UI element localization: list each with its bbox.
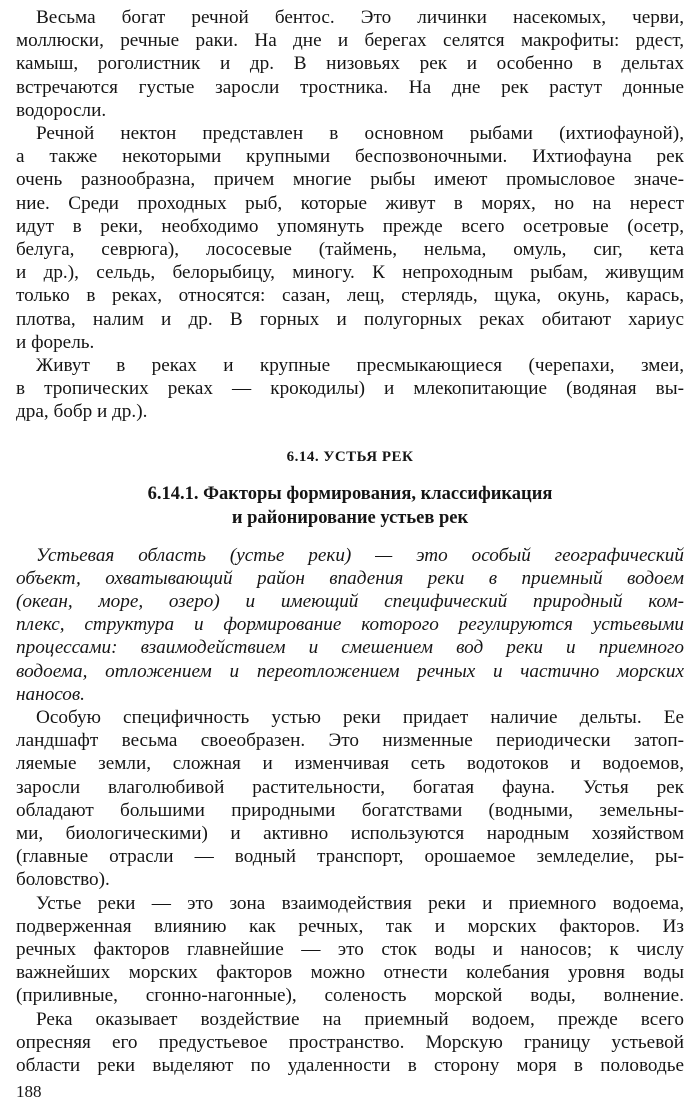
text-line: подверженная влиянию как речных, так и морских факторов. Из [16,915,684,937]
text-line: камыш, роголистник и др. В низовьях рек и особенно в дельтах [16,53,684,75]
text-line: ми, биологическими) и активно используются народным хозяйством [16,823,684,844]
text-line: а также некоторыми крупными беспозвоночными. Ихтиофауна рек [16,146,684,168]
text-line: ландшафт весьма своеобразен. Это низменные периодически затоп- [16,730,684,752]
definition-line: процессами: взаимодействием и смешением вод реки и приемного [16,637,684,659]
text-line: и форель. [16,331,95,353]
text-line: заросли влаголюбивой растительности, богатая фауна. Устья рек [16,776,684,798]
text-line: (главные отрасли — водный транспорт, орошаемое земледелие, ры- [16,846,684,868]
definition-line: объект, охватывающий район впадения реки в приемный водоем [16,567,684,589]
text-line: важнейших морских факторов можно отнести колебания уровня воды [16,962,684,984]
text-line: плотва, налим и др. В горных и полугорных реках обитают хариус [16,308,684,330]
text-line: встречаются густые заросли тростника. На дне рек растут донные [16,76,684,98]
subsection-title: 6.14.1. Факторы формирования, классификация [147,483,553,504]
definition-line: водоема, отложением и переотложением речных и частично морских [16,660,684,682]
text-line: очень разнообразна, причем многие рыбы имеют промысловое значе- [16,169,684,191]
text-line: в тропических реках — крокодилы) и млекопитающие (водяная вы- [16,378,684,400]
text-line: обладают большими природными богатствами (водными, земельны- [16,799,684,821]
text-line: Особую специфичность устью реки придает наличие дельты. Ее [36,707,684,728]
text-line: (приливные, сгонно-нагонные), соленость морской воды, волнение. [16,985,684,1007]
text-line: речных факторов главнейшие — это сток воды и наносов; к числу [16,939,684,960]
text-line: Живут в реках и крупные пресмыкающиеся (черепахи, змеи, [36,355,684,376]
text-line: только в реках, относятся: сазан, лещ, стерлядь, щука, окунь, карась, [16,285,684,307]
definition-line: наносов. [16,683,85,705]
text-line: опресняя его предустьевое пространство. Морскую границу устьевой [16,1031,684,1053]
text-line: ние. Среди проходных рыб, которые живут в морях, но на нерест [16,192,684,214]
text-line: идут в реки, необходимо упомянуть прежде всего осетровые (осетр, [16,215,684,237]
definition-line: Устьевая область (устье реки) — это особый географический [36,544,684,566]
text-line: водоросли. [16,99,107,121]
text-line: Устье реки — это зона взаимодействия реки и приемного водоема, [36,892,684,914]
definition-line: плекс, структура и формирование которого регулируются устьевыми [16,614,684,636]
text-line: ляемые земли, сложная и изменчивая сеть водотоков и водоемов, [16,753,684,775]
text-line: дра, бобр и др.). [16,401,148,423]
text-line: боловство). [16,869,110,891]
page-number: 188 [16,1082,42,1102]
definition-line: (океан, море, озеро) и имеющий специфический природный ком- [16,591,684,612]
text-line: Весьма богат речной бентос. Это личинки насекомых, черви, [36,7,684,28]
text-line: и др.), сельдь, белорыбицу, миногу. К непроходным рыбам, живущим [16,262,684,284]
text-line: моллюски, речные раки. На дне и берегах селятся макрофиты: рдест, [16,30,684,52]
text-line: Речной нектон представлен в основном рыбами (ихтиофауной), [36,123,684,144]
text-line: белуга, севрюга), лососевые (таймень, нельма, омуль, сиг, кета [16,239,684,260]
subsection-title: и районирование устьев рек [231,507,469,528]
text-line: области реки выделяют по удаленности в сторону моря в половодье [16,1055,684,1076]
section-title: 6.14. УСТЬЯ РЕК [286,448,414,465]
text-line: Река оказывает воздействие на приемный водоем, прежде всего [36,1008,684,1030]
